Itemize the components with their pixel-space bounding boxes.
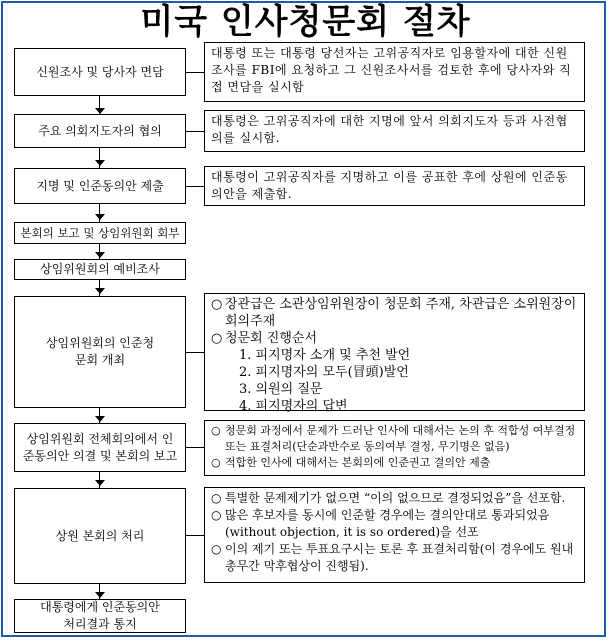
bullet-item: [211, 507, 578, 541]
bullet-text: 특별한 문제제기가 없으면 “이의 없으므로 결정되었음”을 선포함.: [225, 491, 566, 505]
step-link: [186, 535, 204, 536]
bullet-circle-icon: ○: [211, 508, 222, 522]
step-label: 주요 의회지도자의 협의: [38, 123, 162, 138]
step-box-2: [14, 114, 186, 148]
bullet-circle-icon: ○: [211, 424, 221, 437]
bullet-text: 적합한 인사에 대해서는 본회의에 인준권고 결의안 제출: [225, 456, 491, 469]
bullet-text: 청문회 과정에서 문제가 드러난 인사에 대해서는 논의 후 적합성 여부결정 또는 표결처리(단순과반수로 동의여부 결정, 무기명은 없음): [225, 424, 576, 453]
step-desc-7: [204, 420, 585, 476]
step-label: 상원 본회의 처리: [55, 528, 145, 543]
arrow-icon: [95, 252, 105, 258]
step-label: 대통령에게 인준동의안 처리결과 통지: [40, 600, 160, 631]
step-label: 지명 및 인준동의안 제출: [36, 178, 164, 193]
step-box-7: [14, 423, 186, 472]
bullet-text: 장관급은 소관상임위원장이 청문회 주재, 차관급은 소위원장이 회의주재: [225, 297, 577, 329]
step-label: 상임위원회 전체회의에서 인준동의안 의결 및 본회의 보고: [22, 431, 178, 463]
bullet-circle-icon: ○: [211, 297, 223, 312]
step-box-9: [14, 599, 186, 633]
bullet-circle-icon: ○: [211, 491, 222, 505]
step-label: 상임위원회의 인준청문회 개최: [45, 336, 155, 367]
step-box-5: [14, 259, 186, 280]
step-box-6: [14, 296, 186, 408]
step-desc-text: 대통령이 고위공직자를 지명하고 이를 공표한 후에 상원에 인준동의안을 제출함.: [211, 170, 568, 201]
bullet-item: [211, 423, 578, 455]
step-link: [186, 447, 204, 448]
bullet-item: [211, 455, 578, 471]
arrow-icon: [95, 592, 105, 598]
step-desc-1: [204, 42, 585, 102]
step-box-1: [14, 48, 186, 96]
sub-item: 2. 피지명자의 모두(冒頭)발언: [239, 365, 409, 380]
step-desc-6: [204, 293, 585, 414]
arrow-icon: [95, 288, 105, 294]
step-link: [186, 352, 204, 353]
step-link: [186, 72, 204, 73]
step-desc-text: 대통령은 고위공직자에 대한 지명에 앞서 의회지도자 등과 사전협의를 실시함.: [211, 114, 568, 145]
sub-item: 1. 피지명자 소개 및 추천 발언: [239, 348, 411, 363]
arrow-icon: [95, 214, 105, 220]
bullet-circle-icon: ○: [211, 456, 221, 469]
step-desc-text: 대통령 또는 대통령 당선자는 고위공직자로 임용할자에 대한 신원조사를 FBI에 요청하고 그 신원조사서를 검토한 후에 당사자와 직접 면담을 실시함: [211, 46, 572, 94]
bullet-circle-icon: ○: [211, 542, 222, 556]
step-label: 상임위원회의 예비조사: [40, 262, 160, 276]
bullet-item: [211, 296, 578, 330]
bullet-item: [211, 490, 578, 507]
sub-item: 3. 의원의 질문: [239, 382, 323, 397]
bullet-circle-icon: ○: [211, 331, 223, 346]
step-link: [186, 186, 204, 187]
step-desc-2: [204, 110, 585, 152]
step-desc-8: [204, 487, 585, 583]
step-link: [186, 131, 204, 132]
step-box-8: [14, 488, 186, 584]
step-desc-3: [204, 166, 585, 206]
sub-item: 4. 피지명자의 답변: [239, 399, 348, 414]
bullet-item: [211, 330, 578, 347]
bullet-item: [211, 541, 578, 575]
arrow-icon: [95, 480, 105, 486]
step-label: 신원조사 및 당사자 면담: [36, 64, 164, 79]
step-box-4: [14, 222, 186, 244]
diagram-title: 미국 인사청문회 절차: [140, 2, 471, 42]
arrow-icon: [95, 416, 105, 422]
step-box-3: [14, 168, 186, 204]
bullet-text: 많은 후보자를 동시에 인준할 경우에는 결의안대로 통과되었음(without objection, it is so ordered)을 선포: [225, 508, 550, 539]
step-label: 본회의 보고 및 상임위원회 회부: [20, 225, 180, 240]
bullet-text: 이의 제기 또는 투표요구시는 토론 후 표결처리함(이 경우에도 원내총무간 막후협상이 진행됨).: [225, 542, 574, 573]
bullet-text: 청문회 진행순서: [225, 331, 318, 346]
arrow-icon: [95, 160, 105, 166]
